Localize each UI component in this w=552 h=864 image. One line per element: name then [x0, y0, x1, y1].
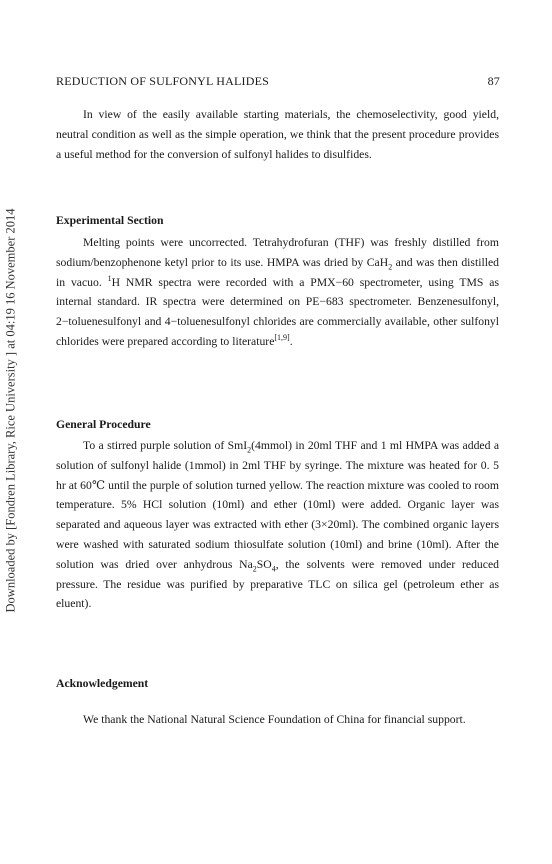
general-paragraph [56, 436, 499, 614]
experimental-sub-2: 2 [388, 262, 393, 272]
download-watermark-text: Downloaded by [Fondren Library, Rice University ] at 04:19 16 November 2014 [3, 208, 18, 612]
general-heading-block [56, 418, 499, 431]
experimental-text-1: Melting points were uncorrected. Tetrahydrofuran (THF) was freshly distilled from sodium/benzophenone ketyl prior to its use. HMPA was dried by CaH [56, 236, 499, 269]
general-text-1: To a stirred purple solution of SmI [83, 439, 248, 452]
running-header [56, 74, 500, 89]
experimental-heading: Experimental Section [56, 214, 164, 227]
general-text-4: , the solvents were removed under reduced pressure. The residue was purified by preparative TLC on silica gel (petroleum ether as eluent). [56, 557, 499, 611]
general-sub-3: 4 [271, 564, 276, 574]
acknowledgement-heading-block [56, 677, 499, 690]
page-number: 87 [487, 74, 500, 88]
general-sub-2: 2 [252, 564, 257, 574]
running-title: REDUCTION OF SULFONYL HALIDES [56, 74, 270, 88]
intro-section [56, 105, 499, 164]
experimental-text-3: H NMR spectra were recorded with a PMX−60 spectrometer, using TMS as internal standard. IR spectra were determined on PE−683 spectrometer. Benzenesulfonyl, 2−toluenesulfonyl and 4−toluenesulfonyl chlorides are commercially available, other sulfonyl chlorides were prepared according to literature [56, 275, 500, 348]
experimental-section [56, 233, 499, 352]
experimental-heading-block [56, 214, 499, 227]
experimental-text-4: . [289, 334, 293, 348]
acknowledgement-heading: Acknowledgement [56, 677, 149, 690]
general-sub-1: 2 [247, 445, 252, 455]
experimental-sup-1: 1 [107, 273, 112, 283]
acknowledgement-paragraph: We thank the National Natural Science Foundation of China for financial support. [83, 713, 466, 726]
experimental-text-2: and was then distilled in vacuo. [56, 255, 499, 289]
intro-paragraph: In view of the easily available starting materials, the chemoselectivity, good yield, neutral condition as well as the simple operation, we think that the present procedure provides a useful method for the conversion of sulfonyl halides to disulfides. [56, 108, 499, 161]
general-text-3: SO [256, 557, 272, 571]
experimental-citation: [1,9] [274, 333, 290, 343]
general-heading: General Procedure [56, 418, 151, 431]
general-section [56, 436, 499, 614]
experimental-paragraph [56, 233, 499, 352]
download-watermark [3, 180, 19, 640]
acknowledgement-section [56, 710, 499, 730]
general-text-2: (4mmol) in 20ml THF and 1 ml HMPA was added a solution of sulfonyl halide (1mmol) in 2ml THF by syringe. The mixture was heated for 0. 5 hr at 60℃ until the purple of solution turned yellow. The reaction mixture was cooled to room temperature. 5% HCl solution (10ml) and ether (10ml) were added. Organic layer was separated and aqueous layer was extracted with ether (3×20ml). The combined organic layers were washed with saturated sodium thiosulfate solution (10ml) and brine (10ml). After the solution was dried over anhydrous Na [56, 439, 500, 571]
